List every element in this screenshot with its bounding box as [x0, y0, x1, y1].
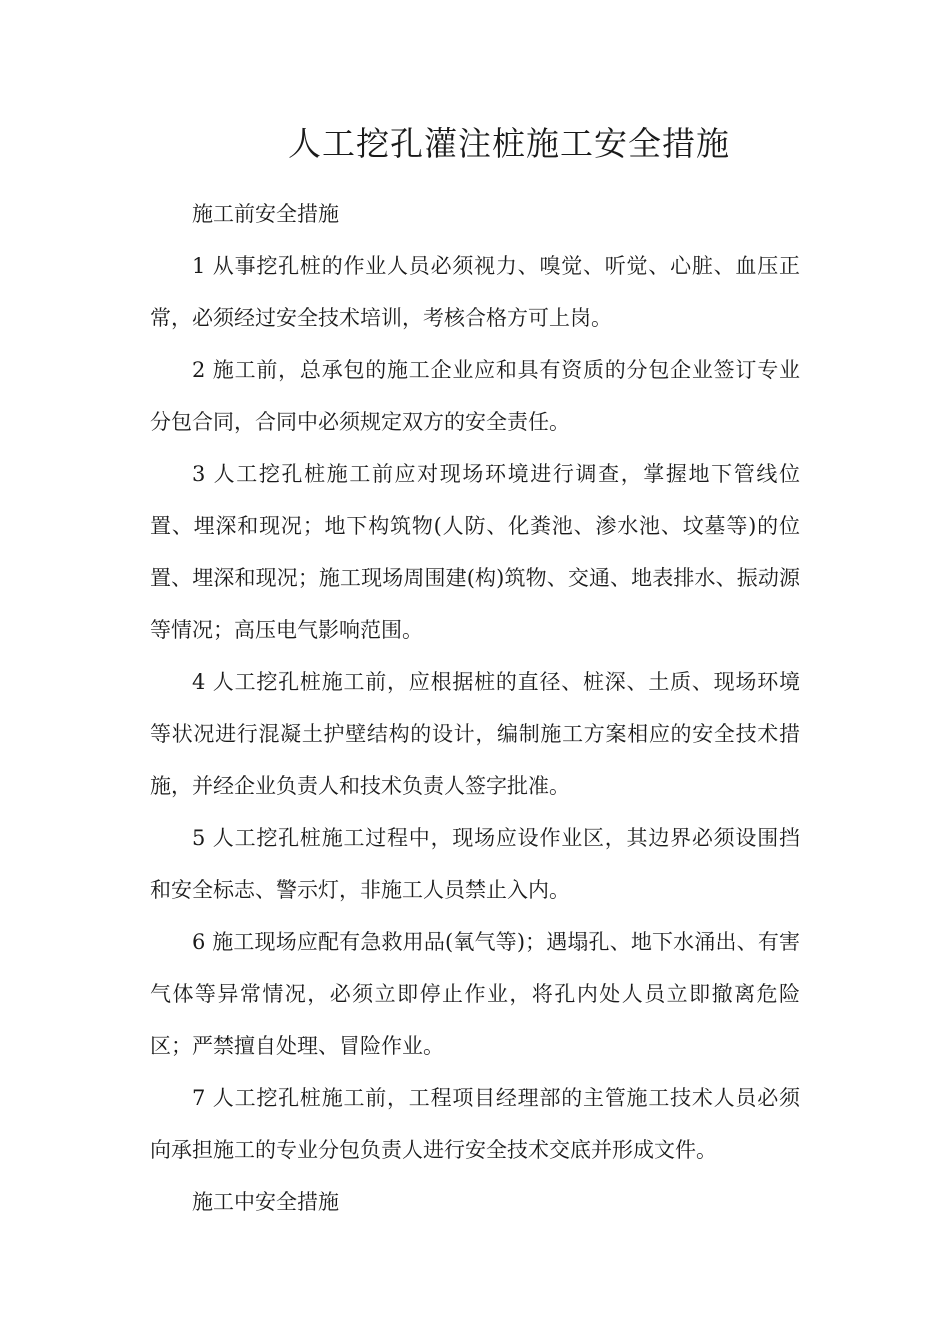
paragraph-item-2: 2 施工前，总承包的施工企业应和具有资质的分包企业签订专业分包合同，合同中必须规定双方的安全责任。: [150, 358, 800, 434]
document-body: [150, 188, 800, 1228]
section-heading-during-construction: 施工中安全措施: [192, 1190, 339, 1214]
paragraph-item-6: 6 施工现场应配有急救用品(氧气等)；遇塌孔、地下水涌出、有害气体等异常情况，必须立即停止作业，将孔内处人员立即撤离危险区；严禁擅自处理、冒险作业。: [150, 930, 800, 1058]
paragraph-item-7: 7 人工挖孔桩施工前，工程项目经理部的主管施工技术人员必须向承担施工的专业分包负责人进行安全技术交底并形成文件。: [150, 1086, 800, 1162]
paragraph-item-3: 3 人工挖孔桩施工前应对现场环境进行调查，掌握地下管线位置、埋深和现况；地下构筑物(人防、化粪池、渗水池、坟墓等)的位置、埋深和现况；施工现场周围建(构)筑物、交通、地表排水、振动源等情况；高压电气影响范围。: [150, 462, 800, 642]
paragraph-item-4: 4 人工挖孔桩施工前，应根据桩的直径、桩深、土质、现场环境等状况进行混凝土护壁结构的设计，编制施工方案相应的安全技术措施，并经企业负责人和技术负责人签字批准。: [150, 670, 800, 798]
paragraph-item-1: 1 从事挖孔桩的作业人员必须视力、嗅觉、听觉、心脏、血压正常，必须经过安全技术培训，考核合格方可上岗。: [150, 254, 800, 330]
document-title: 人工挖孔灌注桩施工安全措施: [288, 124, 730, 163]
paragraph-item-5: 5 人工挖孔桩施工过程中，现场应设作业区，其边界必须设围挡和安全标志、警示灯，非施工人员禁止入内。: [150, 826, 800, 902]
section-heading-before-construction: 施工前安全措施: [192, 202, 339, 226]
